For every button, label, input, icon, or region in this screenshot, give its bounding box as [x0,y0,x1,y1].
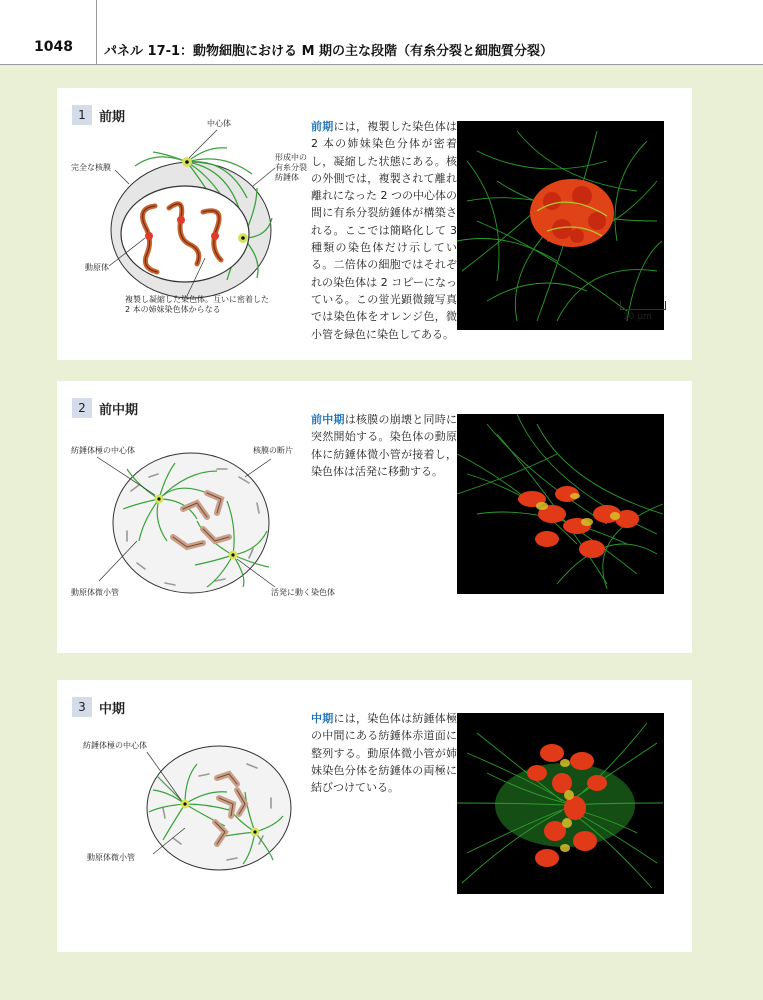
stage-description [311,710,457,796]
stage-name: 前期 [99,110,126,125]
stage-name: 前中期 [99,403,139,418]
stage-text: には，複製した染色体は 2 本の姉妹染色分体が密着し，凝縮した状態にある。核の外側では，複製されて離れ離れになった 2 つの中心体の間に有糸分裂紡錘体が構築される。ここでは簡略化して 3 種類の染色体だけ示している。二倍体の細胞ではそれぞれの染色体は 2 コピーになっている。この蛍光顕微鏡写真では染色体をオレンジ色，微小管を緑色に染色してある。 [311,120,457,341]
label-forming-spindle-2: 有糸分裂 [275,163,307,172]
prometaphase-micrograph [457,414,664,594]
prophase-diagram [57,88,311,360]
stage-name: 中期 [99,702,126,717]
stage-number: 3 [72,697,92,717]
nuclear-envelope [121,186,249,282]
page-title: パネル 17-1：動物細胞における M 期の主な段階（有糸分裂と細胞質分裂） [104,44,554,59]
label-spindle-pole: 紡錘体極の中心体 [71,446,135,455]
stage-description [311,411,457,480]
label-chromosome-2: 2 本の姉妹染色体からなる [125,305,221,314]
stage-number: 1 [72,105,92,125]
stage-keyword: 前中期 [311,413,345,426]
metaphase-diagram [57,680,311,952]
metaphase-micrograph [457,713,664,894]
label-forming-spindle-3: 紡錘体 [275,173,299,182]
stage-keyword: 中期 [311,712,334,725]
label-centrosome: 中心体 [207,119,231,128]
panel-prophase [57,88,692,360]
panel-prometaphase [57,381,692,653]
page-number: 1048 [34,39,73,55]
stage-description [311,118,457,343]
header-divider [96,0,97,64]
stage-keyword: 前期 [311,120,334,133]
label-moving-chromosome: 活発に動く染色体 [271,588,335,597]
scale-bar [620,301,666,310]
page-header [0,0,763,65]
label-forming-spindle-1: 形成中の [275,153,307,162]
label-envelope-fragments: 核膜の断片 [253,446,293,455]
label-spindle-pole: 紡錘体極の中心体 [83,741,147,750]
stage-text: は核膜の崩壊と同時に突然開始する。染色体の動原体に紡錘体微小管が接着し，染色体は活発に移動する。 [311,413,457,478]
label-kinetochore: 動原体 [85,263,109,272]
scale-label: 10 μm [623,312,652,322]
stage-number: 2 [72,398,92,418]
label-chromosome-1: 複製し凝縮した染色体。互いに密着した [125,295,269,304]
cell-outline [113,453,269,593]
stage-text: には，染色体は紡錘体極の中間にある紡錘体赤道面に整列する。動原体微小管が姉妹染色分体を紡錘体の両極に結びつけている。 [311,712,457,795]
label-kinetochore-mt: 動原体微小管 [87,853,135,862]
label-kinetochore-mt: 動原体微小管 [71,588,119,597]
label-nuclear-envelope: 完全な核膜 [71,163,111,172]
prophase-micrograph [457,121,664,330]
panel-metaphase [57,680,692,952]
